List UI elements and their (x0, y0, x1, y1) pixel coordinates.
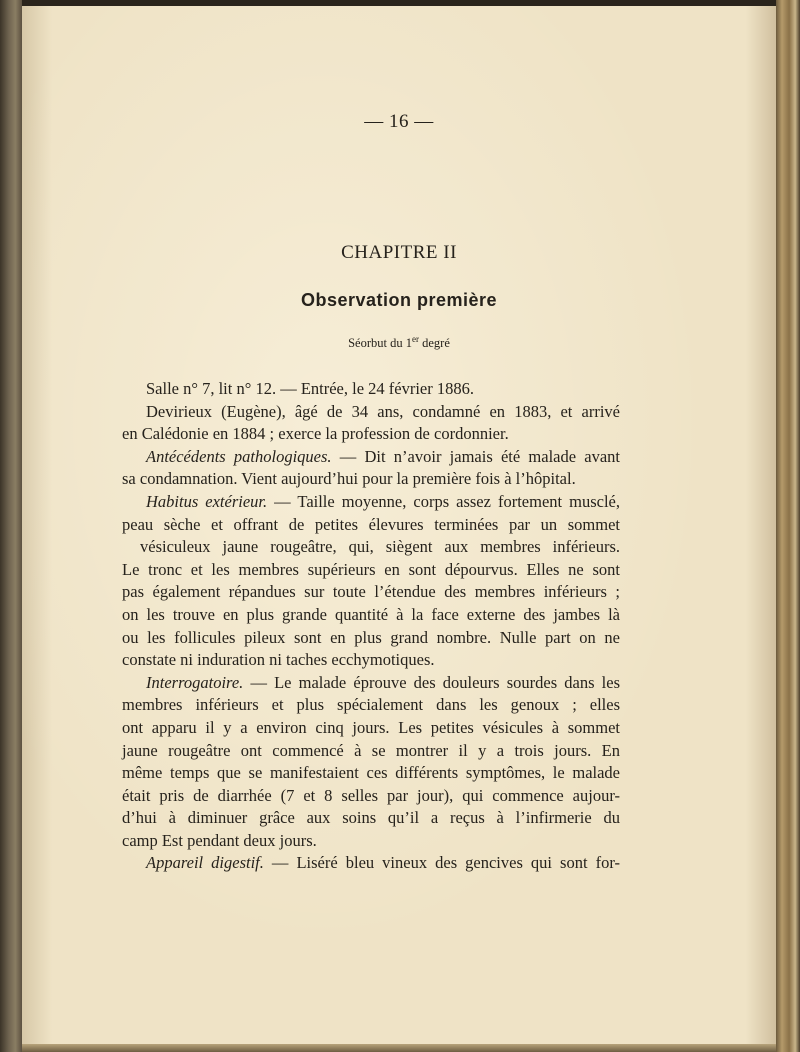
body-line (122, 514, 620, 537)
line-text: Le tronc et les membres supérieurs en sont dépourvus. Elles ne sont (122, 559, 620, 579)
body-line (122, 694, 620, 717)
subtitle-superscript: er (412, 334, 419, 344)
body-line (122, 807, 620, 830)
body-line (122, 785, 620, 808)
chapter-heading: CHAPITRE II (341, 242, 457, 263)
line-text: membres inférieurs et plus spécialement dans les genoux ; elles (122, 695, 620, 715)
line-text: peau sèche et offrant de petites élevures terminées par un sommet (122, 514, 620, 534)
section-heading-italic: Interrogatoire. (146, 672, 244, 692)
line-text: — Liséré bleu vineux des gencives qui sont for- (263, 853, 620, 873)
line-text: — Dit n’avoir jamais été malade avant (331, 446, 620, 466)
line-text: on les trouve en plus grande quantité à la face externe des jambes là (122, 604, 620, 624)
body-line (122, 762, 620, 785)
body-line (122, 559, 620, 582)
page-number: — 16 — (364, 111, 434, 132)
line-text: même temps que se manifestaient ces différents symptômes, le malade (122, 763, 620, 783)
line-text: d’hui à diminuer grâce aux soins qu’il a reçus à l’infirmerie du (122, 808, 620, 828)
body-line (122, 672, 620, 695)
body-line (122, 468, 620, 491)
body-line (122, 581, 620, 604)
section-heading-italic: Appareil digestif. (146, 853, 264, 873)
body-line (122, 830, 620, 853)
book-page (22, 6, 776, 1044)
line-text: constate ni induration ni taches ecchymotiques. (122, 650, 435, 670)
section-heading-italic: Habitus extérieur. (146, 491, 268, 511)
body-line (122, 717, 620, 740)
body-line (122, 852, 620, 875)
body-line (122, 446, 620, 469)
body-text (122, 378, 620, 875)
observation-title: Observation première (300, 290, 498, 310)
subtitle-main: Séorbut du 1 (348, 336, 412, 351)
body-line (122, 627, 620, 650)
line-text: ont apparu il y a environ cinq jours. Les petites vésicules à sommet (122, 717, 620, 737)
body-line (122, 401, 620, 424)
observation-subtitle (22, 334, 776, 351)
line-text: — Taille moyenne, corps assez fortement musclé, (267, 491, 621, 511)
body-line (122, 491, 620, 514)
body-line (122, 604, 620, 627)
line-text: jaune rougeâtre ont commencé à se montrer il y a trois jours. En (122, 740, 620, 760)
line-text: — Le malade éprouve des douleurs sourdes dans les (243, 672, 620, 692)
body-line (122, 649, 620, 672)
section-heading-italic: Antécédents pathologiques. (146, 446, 332, 466)
line-text: en Calédonie en 1884 ; exerce la profession de cordonnier. (122, 424, 509, 444)
line-text: ou les follicules pileux sont en plus grand nombre. Nulle part on ne (122, 627, 620, 647)
page-edges-bottom (22, 1044, 776, 1052)
page-edges-right (776, 0, 800, 1052)
body-line (122, 536, 620, 559)
line-text: Salle n° 7, lit n° 12. — Entrée, le 24 février 1886. (146, 379, 474, 398)
line-text: vésiculeux jaune rougeâtre, qui, siègent aux membres inférieurs. (140, 537, 620, 557)
body-line (122, 423, 620, 446)
book-binding-left (0, 0, 22, 1052)
line-text: camp Est pendant deux jours. (122, 830, 317, 850)
body-line (122, 378, 620, 401)
line-text: Devirieux (Eugène), âgé de 34 ans, condamné en 1883, et arrivé (146, 401, 620, 421)
line-text: était pris de diarrhée (7 et 8 selles par jour), qui commence aujour- (122, 785, 620, 805)
line-text: sa condamnation. Vient aujourd’hui pour la première fois à l’hôpital. (122, 469, 576, 489)
subtitle-rest: degré (419, 336, 450, 351)
line-text: pas également répandues sur toute l’étendue des membres inférieurs ; (122, 582, 620, 602)
body-line (122, 740, 620, 763)
